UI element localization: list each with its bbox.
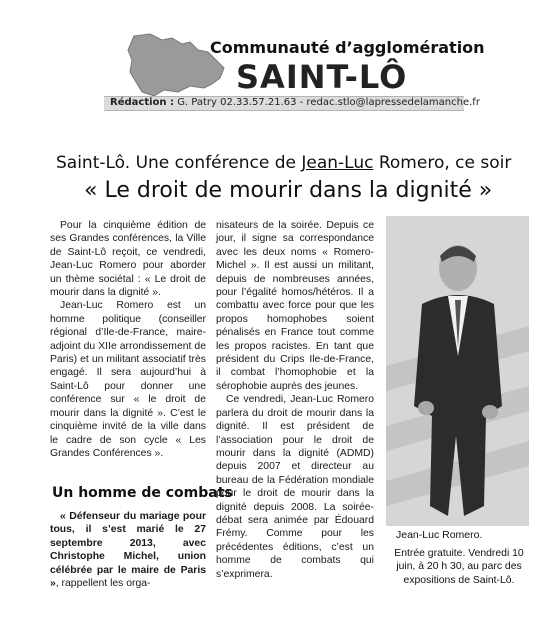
- header-subtitle: Communauté d’agglomération: [210, 38, 485, 57]
- paragraph: Jean-Luc Romero est un homme politique (conseiller régional d’Ile-de-France, maire-adjoint du XIIe arrondissement de Paris) et un militant associatif très engagé. Il sera aujourd’hui à Saint-Lô pour donner une conférence sur « le droit de mourir dans la dignité ». C’est le cinquième invité de la ville dans le cadre de son cycle « Les Grandes Conférences ».: [50, 300, 206, 459]
- article-headline: « Le droit de mourir dans la dignité »: [84, 178, 493, 203]
- article-kicker: [56, 153, 511, 173]
- credit-label: Rédaction :: [110, 97, 174, 108]
- event-text: Entrée gratuite. Vendredi 10 juin, à 20 h 30, au parc des expositions de Saint-Lô.: [394, 548, 524, 586]
- paragraph: Ce vendredi, Jean-Luc Romero parlera du droit de mourir dans la dignité. Il est président de l’association pour le droit de mourir dans la dignité (ADMD) depuis 2007 et directeur au bureau de la Fédération mondiale pour le droit de mourir dans la dignité depuis 2008. La soirée-débat sera animée par Édouard Frémy. Comme pour les précédentes éditions, c’est un homme de combats qui s’exprimera.: [216, 394, 374, 580]
- paragraph: nisateurs de la soirée. Depuis ce jour, il signe sa correspondance avec les deux noms « Romero-Michel ». Il est aussi un militant, depuis de nombreuses années, pour l’égalité homos/hétéros. Il a combattu avec force pour que les propos homophobes soient pénalisés en France tout comme les propos racistes. En tant que président du Crips Ile-de-France, il combat l’homophobie et la sérophobie auprès des jeunes.: [216, 220, 374, 392]
- article-column-1-continued: [50, 510, 206, 590]
- portrait-photo: [386, 216, 529, 526]
- article-subhead: Un homme de combats: [52, 485, 233, 501]
- quote-rest: , rappellent les orga-: [55, 578, 151, 590]
- article-column-1: [50, 219, 206, 460]
- event-info: [388, 547, 530, 587]
- credit-line: [110, 96, 480, 109]
- kicker-pre: Saint-Lô. Une conférence de: [56, 153, 302, 173]
- paragraph: Pour la cinquième édition de ses Grandes conférences, la Ville de Saint-Lô reçoit, ce vendredi, Jean-Luc Romero pour aborder un thème sociétal : « Le droit de mourir dans la dignité ».: [50, 220, 206, 299]
- kicker-post: Romero, ce soir: [373, 153, 512, 173]
- credit-text: G. Patry 02.33.57.21.63 - redac.stlo@lapressedelamanche.fr: [177, 97, 480, 108]
- paragraph: [50, 510, 206, 590]
- header-city: SAINT-LÔ: [236, 58, 408, 96]
- photo-caption: Jean-Luc Romero.: [396, 529, 483, 541]
- quote-bold: « Défenseur du mariage pour tous, il s’est marié le 27 septembre 2013, avec Christophe Michel, union célébrée par le maire de Paris »: [50, 511, 206, 590]
- kicker-name: Jean-Luc: [301, 153, 374, 173]
- article-column-2: [216, 219, 374, 581]
